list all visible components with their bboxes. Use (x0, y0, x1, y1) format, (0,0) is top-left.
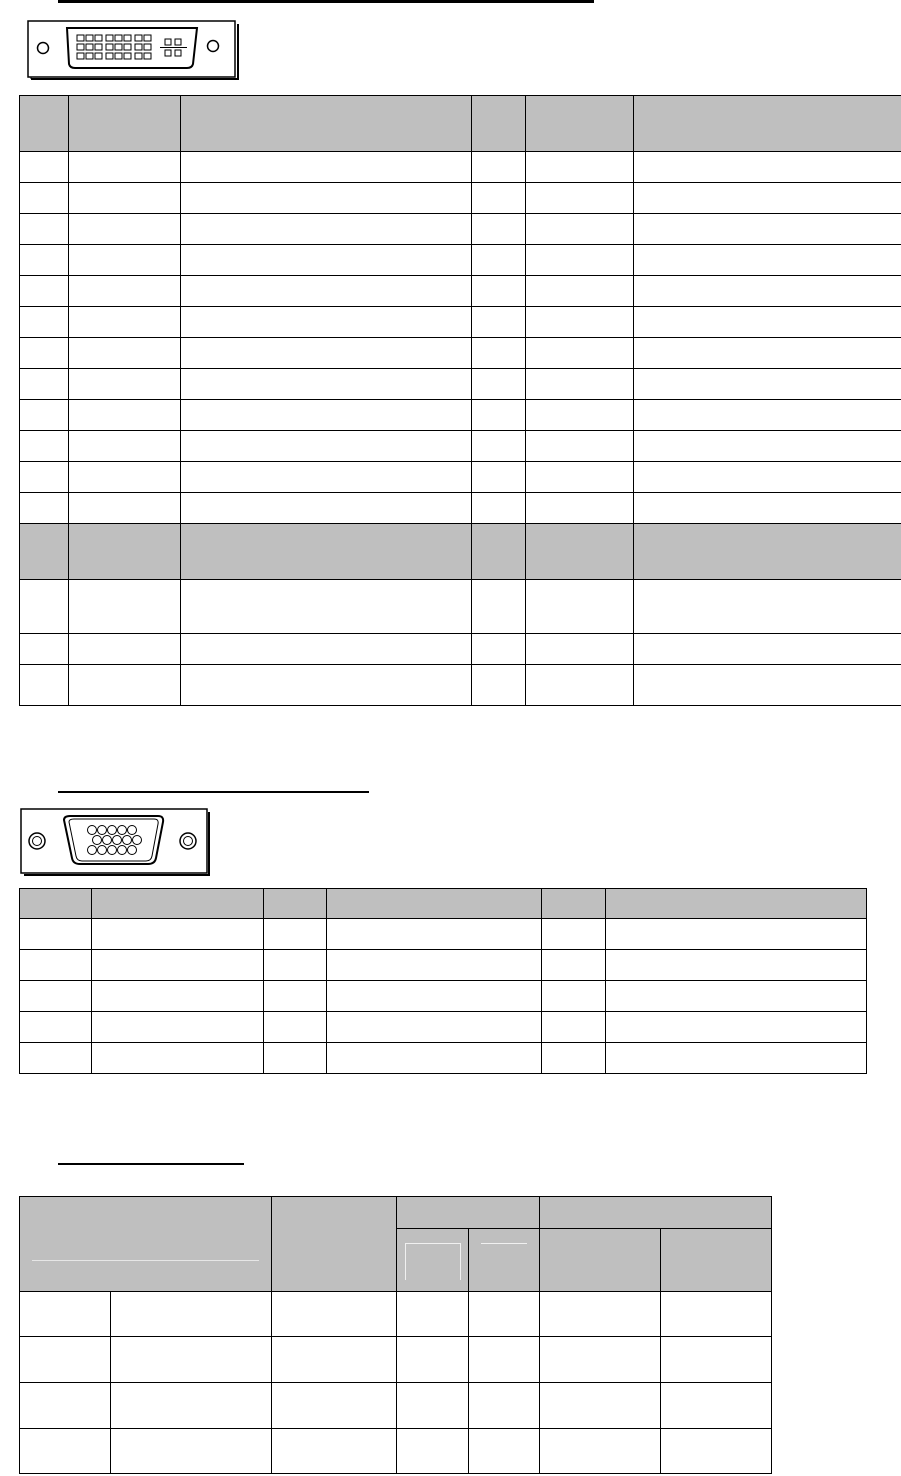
table-row (20, 580, 901, 634)
third-table (19, 1196, 772, 1474)
table-row (20, 1337, 772, 1383)
vga-pin-table (19, 888, 867, 1074)
table-row (20, 338, 901, 369)
table-row (20, 981, 867, 1012)
table-row (20, 665, 901, 706)
header-inner-line (481, 1243, 527, 1244)
third-heading-underline (58, 1163, 244, 1165)
table-row (20, 152, 901, 183)
table-row (20, 1012, 867, 1043)
table-header-row (20, 96, 901, 152)
vga-heading-underline (58, 791, 369, 793)
table-row (20, 634, 901, 665)
table-row (20, 919, 867, 950)
dvi-pin-table (19, 95, 901, 706)
dvi-connector-icon (27, 20, 242, 80)
table-row (20, 369, 901, 400)
table-row (20, 1292, 772, 1337)
table-row (20, 245, 901, 276)
table-row (20, 1383, 772, 1429)
table-row (20, 1429, 772, 1474)
table-row (20, 493, 901, 524)
table-row (20, 183, 901, 214)
table-row (20, 462, 901, 493)
dvi-heading-underline (58, 0, 594, 3)
table-row (20, 400, 901, 431)
table-row (20, 1043, 867, 1074)
table-header-row (20, 889, 867, 919)
table-row (20, 431, 901, 462)
table-row (20, 276, 901, 307)
table-row (20, 307, 901, 338)
header-divider (32, 1260, 259, 1261)
vga-connector-icon (20, 808, 212, 878)
table-header-row (20, 1197, 772, 1229)
table-row (20, 214, 901, 245)
table-subheader-row (20, 524, 901, 580)
header-inner-box (405, 1243, 461, 1280)
table-row (20, 950, 867, 981)
